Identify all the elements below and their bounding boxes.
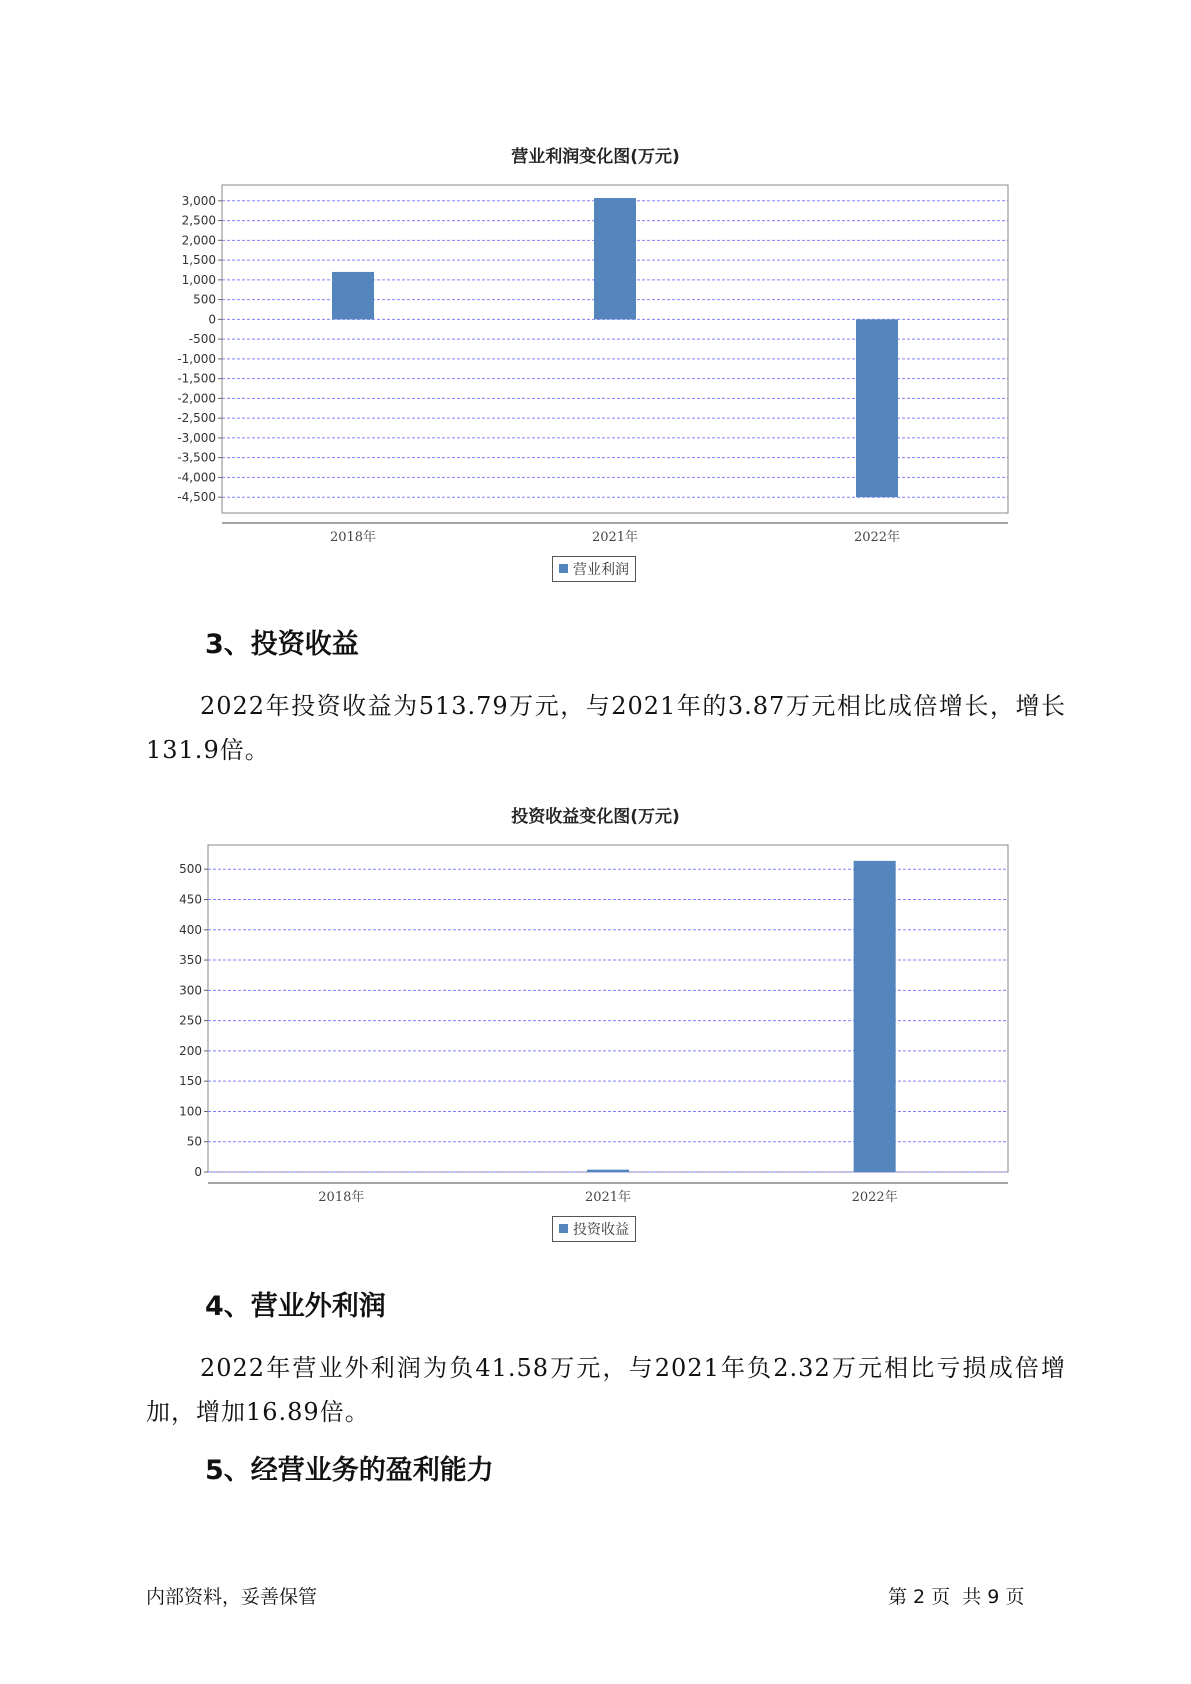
y-tick-label: -500 [188, 332, 216, 347]
y-tick-label: 2,000 [181, 233, 216, 248]
footer-page-number: 第 2 页 共 9 页 [888, 1586, 1025, 1608]
x-tick-label: 2018年 [318, 1190, 365, 1205]
y-tick-label: -1,500 [177, 371, 216, 386]
x-tick-label: 2021年 [591, 530, 639, 545]
y-tick-label: -3,000 [177, 430, 216, 445]
y-tick-label: 300 [179, 983, 202, 998]
x-tick-label: 2022年 [851, 1190, 898, 1205]
y-tick-label: 450 [179, 892, 202, 907]
x-tick-label: 2018年 [329, 530, 377, 545]
y-tick-label: 1,500 [181, 253, 216, 268]
x-tick-label: 2021年 [584, 1190, 632, 1205]
y-tick-label: 250 [179, 1013, 202, 1028]
y-tick-label: -4,500 [177, 490, 216, 505]
y-tick-label: 400 [179, 922, 202, 937]
y-tick-label: -4,000 [177, 470, 216, 485]
y-tick-label: 100 [179, 1104, 202, 1119]
bar-2021年 [587, 1170, 629, 1172]
y-tick-label: 0 [194, 1165, 202, 1179]
y-tick-label: -2,000 [177, 391, 216, 406]
legend-label: 投资收益 [573, 1222, 629, 1238]
section-heading-profitability: 5、经营业务的盈利能力 [205, 1455, 494, 1486]
legend-swatch [559, 1224, 568, 1233]
investment-income-legend [552, 1216, 636, 1242]
bar-2022年 [854, 861, 896, 1172]
y-tick-label: 500 [193, 292, 216, 307]
y-tick-label: 200 [179, 1043, 202, 1058]
y-tick-label: 0 [208, 312, 216, 327]
y-tick-label: 50 [186, 1134, 202, 1149]
y-tick-label: 3,000 [181, 193, 216, 208]
y-tick-label: 1,000 [181, 272, 216, 287]
operating-profit-chart-title: 营业利润变化图(万元) [511, 147, 680, 167]
y-tick-label: -1,000 [177, 351, 216, 366]
y-tick-label: -3,500 [177, 450, 216, 465]
y-tick-label: 150 [179, 1074, 202, 1089]
section-heading-non-operating: 4、营业外利润 [205, 1291, 386, 1322]
y-tick-label: 500 [179, 862, 202, 877]
section-text-non-operating: 2022年营业外利润为负41.58万元，与2021年负2.32万元相比亏损成倍增加，增加16.89倍。 [146, 1354, 1066, 1426]
y-tick-label: 2,500 [181, 213, 216, 228]
investment-income-chart-title: 投资收益变化图(万元) [511, 807, 680, 827]
x-tick-label: 2022年 [853, 530, 901, 545]
legend-label: 营业利润 [573, 562, 629, 578]
section-text-investment: 2022年投资收益为513.79万元，与2021年的3.87万元相比成倍增长，增长131.9倍。 [146, 692, 1066, 764]
y-tick-label: 350 [179, 953, 202, 968]
y-tick-label: -2,500 [177, 411, 216, 426]
section-heading-investment: 3、投资收益 [205, 629, 359, 660]
footer-confidential-note: 内部资料，妥善保管 [146, 1586, 318, 1608]
